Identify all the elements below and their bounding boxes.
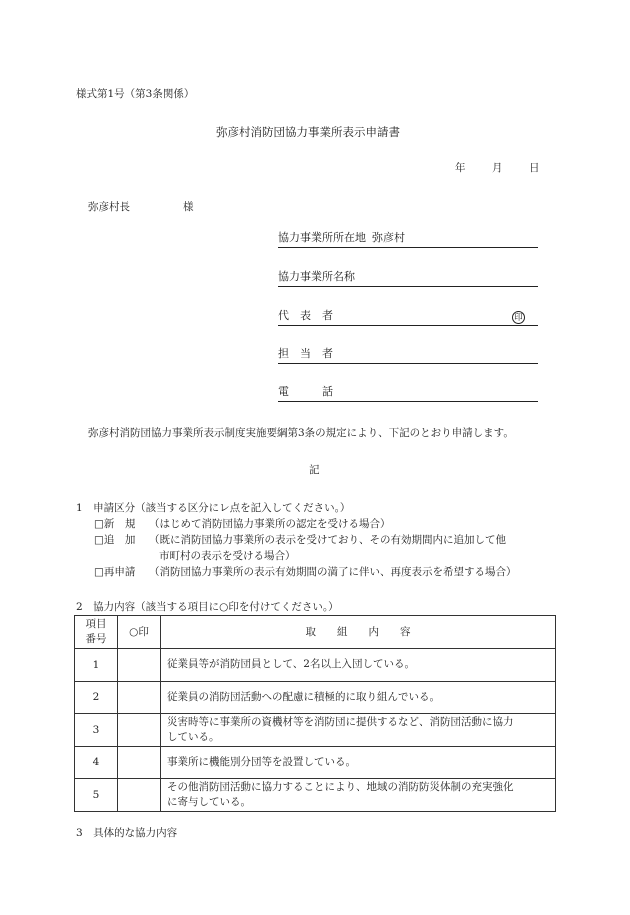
row-number: 5	[75, 779, 118, 812]
row-content-line1: 従業員の消防団活動への配慮に積極的に取り組んでいる。	[167, 690, 440, 703]
field-representative-label: 代 表 者	[278, 309, 333, 322]
row-content-line2: している。	[167, 730, 220, 743]
section1-heading: 1 申請区分（該当する区分にレ点を記入してください。）	[76, 502, 351, 514]
table-row	[75, 779, 556, 812]
date-month-label: 月	[492, 162, 503, 174]
option-new-desc: （はじめて消防団協力事業所の認定を受ける場合）	[149, 518, 391, 530]
row-mark-cell[interactable]	[118, 779, 161, 812]
row-content	[161, 779, 556, 812]
col-item-number-line2: 番号	[85, 633, 107, 645]
option-reapply-label: 再申請	[103, 566, 136, 578]
field-phone-label: 電 話	[278, 385, 333, 398]
field-address-value: 弥彦村	[372, 231, 405, 244]
table-row	[75, 681, 556, 714]
ki-heading: 記	[309, 464, 320, 476]
checkbox-add[interactable]: □	[94, 534, 104, 546]
page-title: 弥彦村消防団協力事業所表示申請書	[216, 125, 400, 139]
row-number: 2	[75, 681, 118, 714]
table-row	[75, 746, 556, 779]
seal-icon: 印	[512, 311, 525, 324]
col-content: 取 組 内 容	[161, 616, 556, 649]
field-representative[interactable]	[278, 309, 538, 326]
addressee-suffix: 様	[183, 201, 194, 213]
checkbox-reapply[interactable]: □	[94, 566, 104, 578]
table-row	[75, 714, 556, 747]
field-name[interactable]	[278, 270, 538, 287]
section3-heading: 3 具体的な協力内容	[76, 827, 178, 839]
row-content	[161, 649, 556, 682]
col-item-number-line1: 項目	[85, 618, 107, 630]
field-address-label: 協力事業所所在地	[278, 231, 366, 244]
application-statement: 弥彦村消防団協力事業所表示制度実施要綱第3条の規定により、下記のとおり申請します。	[88, 427, 514, 439]
field-address[interactable]	[278, 231, 538, 248]
field-name-label: 協力事業所名称	[278, 270, 355, 283]
date-year-label: 年	[455, 162, 466, 174]
option-add[interactable]	[94, 532, 135, 547]
row-mark-cell[interactable]	[118, 746, 161, 779]
row-number: 3	[75, 714, 118, 747]
option-reapply-desc: （消防団協力事業所の表示有効期間の満了に伴い、再度表示を希望する場合）	[149, 566, 517, 578]
row-mark-cell[interactable]	[118, 681, 161, 714]
field-contact-person-label: 担 当 者	[278, 347, 333, 360]
row-content-line1: 災害時等に事業所の資機材等を消防団に提供するなど、消防団活動に協力	[167, 715, 514, 728]
row-content	[161, 714, 556, 747]
row-content-line1: その他消防団活動に協力することにより、地域の消防防災体制の充実強化	[167, 780, 514, 793]
option-reapply[interactable]	[94, 564, 135, 579]
option-add-desc-line2: 市町村の表示を受ける場合）	[159, 550, 296, 562]
row-content	[161, 681, 556, 714]
addressee-name: 弥彦村長	[88, 201, 130, 213]
date-day-label: 日	[529, 162, 540, 174]
col-mark: ○印	[118, 616, 161, 649]
checkbox-new[interactable]: □	[94, 518, 104, 530]
field-contact-person[interactable]	[278, 347, 538, 364]
option-new-label: 新 規	[103, 518, 136, 530]
option-new[interactable]	[94, 516, 135, 531]
row-number: 4	[75, 746, 118, 779]
row-mark-cell[interactable]	[118, 649, 161, 682]
col-item-number	[75, 616, 118, 649]
option-add-label: 追 加	[103, 534, 136, 546]
form-id: 様式第1号（第3条関係）	[76, 88, 195, 100]
cooperation-table	[74, 615, 556, 812]
table-row	[75, 649, 556, 682]
row-content	[161, 746, 556, 779]
field-phone[interactable]	[278, 385, 538, 402]
row-content-line2: に寄与している。	[167, 795, 251, 808]
section2-heading: 2 協力内容（該当する項目に○印を付けてください。）	[76, 601, 339, 613]
option-add-desc: （既に消防団協力事業所の表示を受けており、その有効期間内に追加して他	[149, 534, 506, 546]
row-number: 1	[75, 649, 118, 682]
row-content-line1: 従業員等が消防団員として、2名以上入団している。	[167, 658, 415, 671]
row-content-line1: 事業所に機能別分団等を設置している。	[167, 755, 356, 768]
row-mark-cell[interactable]	[118, 714, 161, 747]
table-header-row	[75, 616, 556, 649]
